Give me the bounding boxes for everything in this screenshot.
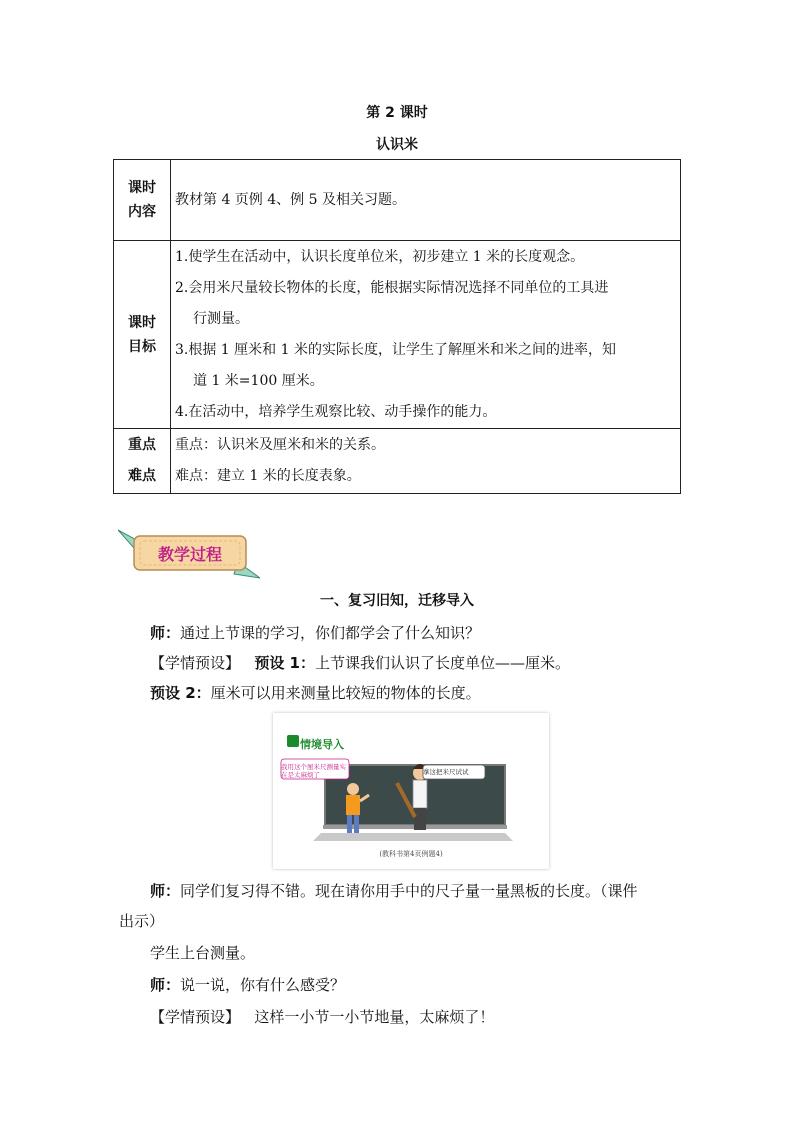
figure-caption: (教科书第4页例题4)	[379, 850, 443, 858]
row-content	[114, 160, 681, 241]
lesson-title: 认识米	[376, 137, 418, 153]
goal-line: 1.使学生在活动中，认识长度单位米，初步建立 1 米的长度观念。	[175, 248, 585, 265]
goals-cell	[171, 241, 681, 429]
goal-line: 2.会用米尺量较长物体的长度，能根据实际情况选择不同单位的工具进	[175, 279, 609, 296]
content-cell	[171, 160, 681, 241]
key-points: 重点：认识米及厘米和米的关系。	[175, 437, 385, 453]
prediction-line-2: 预设 2：厘米可以用来测量比较短的物体的长度。	[150, 684, 481, 702]
textbook-illustration	[273, 713, 549, 869]
teaching-process-badge	[118, 522, 260, 584]
teacher-line-3: 师：说一说，你有什么感受？	[150, 976, 346, 994]
student-action-line: 学生上台测量。	[150, 944, 256, 962]
teacher-speech-bubble: 拿这把米尺试试	[423, 768, 469, 776]
student-speech-bubble: 我用这个厘米尺测量实在是太麻烦了	[281, 763, 346, 779]
content-label: 课时 内容	[114, 160, 171, 241]
teacher-line-2-cont: 出示）	[119, 912, 165, 930]
key-label: 重点 难点	[114, 429, 171, 494]
lesson-number: 第 2 课时	[366, 105, 428, 121]
key-cell	[171, 429, 681, 494]
teacher-line-2: 师：同学们复习得不错。现在请你用手中的尺子量一量黑板的长度。（课件	[150, 882, 638, 900]
goal-line: 4.在活动中，培养学生观察比较、动手操作的能力。	[175, 403, 497, 420]
goal-line: 道 1 米=100 厘米。	[193, 372, 324, 389]
content-text: 教材第 4 页例 4、例 5 及相关习题。	[175, 191, 406, 208]
goals-label: 课时 目标	[114, 241, 171, 429]
row-key-points	[114, 429, 681, 494]
difficulties: 难点：建立 1 米的长度表象。	[175, 468, 361, 484]
teacher-line-1: 师：通过上节课的学习，你们都学会了什么知识？	[150, 624, 481, 642]
row-goals	[114, 241, 681, 429]
figure-title: 情境导入	[300, 738, 344, 751]
badge-label: 教学过程	[157, 545, 223, 564]
lesson-plan-table	[113, 159, 681, 494]
section-heading: 一、复习旧知，迁移导入	[320, 593, 474, 609]
goal-line: 3.根据 1 厘米和 1 米的实际长度，让学生了解厘米和米之间的进率，知	[175, 341, 616, 358]
goal-line: 行测量。	[193, 310, 249, 327]
prediction-line-1: 【学情预设】 预设 1：上节课我们认识了长度单位——厘米。	[150, 654, 571, 672]
prediction-line-3: 【学情预设】 这样一小节一小节地量，太麻烦了！	[150, 1008, 495, 1026]
